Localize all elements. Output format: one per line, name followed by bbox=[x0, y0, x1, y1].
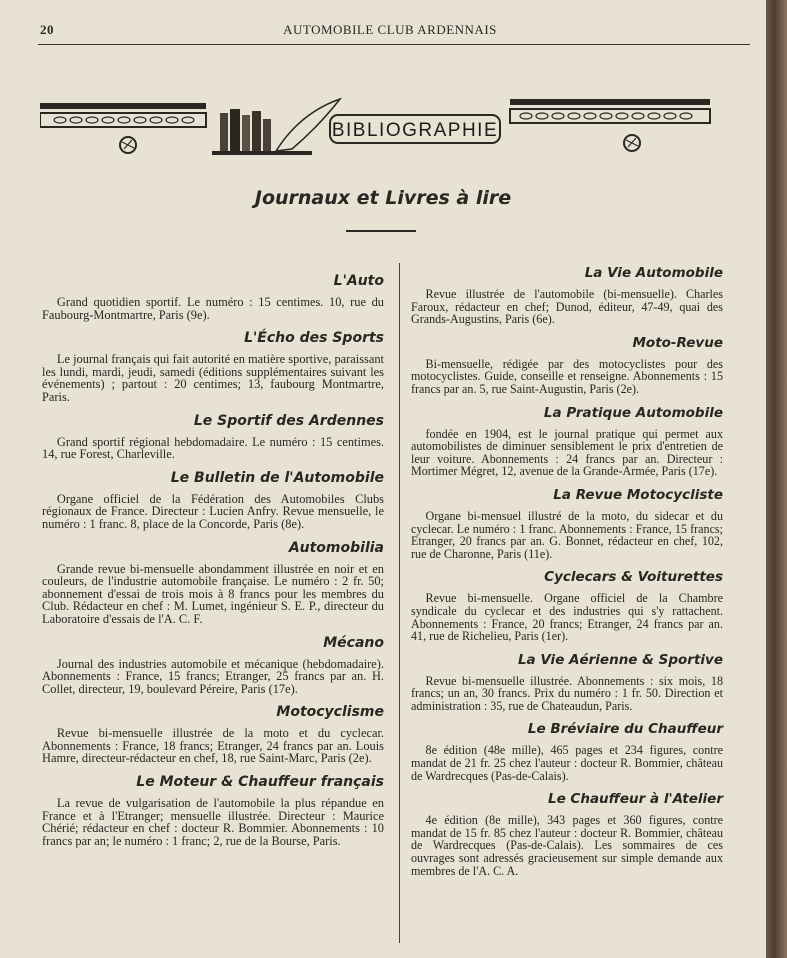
publication-title: La Pratique Automobile bbox=[543, 404, 723, 421]
right-column bbox=[399, 265, 723, 886]
publication-title: L'Écho des Sports bbox=[244, 330, 384, 347]
publication-title: Le Bréviaire du Chauffeur bbox=[527, 721, 723, 738]
list-item bbox=[399, 721, 723, 782]
banner-left-ornament bbox=[40, 103, 206, 153]
publication-title: Le Chauffeur à l'Atelier bbox=[547, 791, 723, 808]
publication-description: Bi-mensuelle, rédigée par des motocyclistes pour des motocyclistes. Guide, conseille et renseigne. Abonnements : 15 francs par an. 5, rue Saint-Augustin, Paris (2e). bbox=[411, 356, 723, 396]
publication-description: 8e édition (48e mille), 465 pages et 234 figures, contre mandat de 21 fr. 25 chez l'auteur : docteur R. Bommier, château de Wardrecques (Pas-de-Calais). bbox=[411, 743, 723, 783]
bibliographie-banner bbox=[40, 93, 712, 163]
title-rule bbox=[346, 230, 416, 232]
publication-description: Revue illustrée de l'automobile (bi-mensuelle). Charles Faroux, rédacteur en chef; Dunod, éditeur, 47-49, quai des Grands-Augustins, Paris (6e). bbox=[411, 287, 723, 327]
publication-title: La Revue Motocycliste bbox=[553, 486, 723, 503]
publication-description: 4e édition (8e mille), 343 pages et 360 figures, contre mandat de 15 fr. 85 chez l'auteur : docteur R. Bommier, château de Wardrecques (Pas-de-Calais). Les sommaires de ces ouvrages sont adressés gracieusement sur simple demande aux membres de l'A. C. A. bbox=[411, 813, 723, 878]
left-column bbox=[42, 273, 384, 856]
list-item bbox=[399, 791, 723, 877]
publication-title: Le Bulletin de l'Automobile bbox=[170, 469, 384, 486]
books-and-quill-icon bbox=[212, 99, 340, 155]
publication-title: Automobilia bbox=[288, 539, 384, 556]
publication-description: fondée en 1904, est le journal pratique qui permet aux automobilistes de diminuer sensiblement le prix d'entretien de leur voiture. Abonnements : 24 francs par an. Directeur : Mortimer Mégret, 12, avenue de la Grande-Armée, Paris (17e). bbox=[411, 426, 723, 479]
publication-description: Grande revue bi-mensuelle abondamment illustrée en noir et en couleurs, de l'industrie automobile française. Le numéro : 2 fr. 50; abonnement d'essai de trois mois à 8 francs pour les membres du Club. Rédacteur en chef : M. Lumet, ingénieur S. E. P., directeur du Laboratoire d'essais de l'A. C. F. bbox=[42, 561, 384, 626]
list-item bbox=[42, 470, 384, 531]
publication-title: Le Sportif des Ardennes bbox=[193, 412, 384, 429]
list-item bbox=[399, 265, 723, 326]
list-item bbox=[42, 635, 384, 696]
publication-title: L'Auto bbox=[333, 273, 384, 289]
publication-title: Cyclecars & Voiturettes bbox=[544, 569, 723, 586]
publication-description: Revue bi-mensuelle illustrée. Abonnements : six mois, 18 francs; un an, 30 francs. Prix du numéro : 1 fr. 50. Direction et administration : 35, rue de Chateaudun, Paris. bbox=[411, 673, 723, 713]
publication-title: Le Moteur & Chauffeur français bbox=[136, 774, 384, 791]
list-item bbox=[399, 487, 723, 560]
publication-title: Mécano bbox=[323, 634, 384, 651]
page-title: Journaux et Livres à lire bbox=[254, 187, 512, 209]
banner-label: BIBLIOGRAPHIE bbox=[331, 120, 499, 141]
page-number: 20 bbox=[40, 22, 54, 37]
publication-title: Motocyclisme bbox=[276, 704, 384, 721]
header-rule bbox=[38, 44, 750, 45]
list-item bbox=[42, 704, 384, 765]
publication-description: Le journal français qui fait autorité en matière sportive, paraissant les lundi, mardi, jeudi, samedi (éditions supplémentaires suivant les événements) ; partout : 20 centimes; 13, faubourg Montmartre, Paris. bbox=[42, 352, 384, 404]
page-header bbox=[40, 22, 740, 40]
list-item bbox=[399, 569, 723, 642]
list-item bbox=[42, 774, 384, 847]
publication-title: Moto-Revue bbox=[632, 334, 723, 351]
list-item bbox=[399, 405, 723, 478]
list-item bbox=[42, 540, 384, 626]
publication-description: Revue bi-mensuelle illustrée de la moto et du cyclecar. Abonnements : France, 18 francs; Etranger, 24 francs par an. Louis Hamre, directeur-rédacteur en chef, 18, rue Saint-Marc, Paris (2e). bbox=[42, 726, 384, 766]
banner-label-frame bbox=[330, 115, 500, 143]
list-item bbox=[399, 335, 723, 396]
publication-description: Grand sportif régional hebdomadaire. Le numéro : 15 centimes. 14, rue Forest, Charleville. bbox=[42, 434, 384, 462]
book-binding-edge bbox=[766, 0, 787, 958]
list-item bbox=[42, 413, 384, 461]
publication-title: La Vie Automobile bbox=[584, 265, 723, 281]
publication-description: La revue de vulgarisation de l'automobile la plus répandue en France et à l'Etranger; mensuelle illustrée. Directeur : Maurice Chérié; rédacteur en chef : docteur R. Bommier. Abonnements : 10 francs par an; le numéro : 1 franc; 2, rue de la Bourse, Paris. bbox=[42, 796, 384, 848]
publication-description: Revue bi-mensuelle. Organe officiel de la Chambre syndicale du cyclecar et des industries qui s'y rattachent. Abonnements : France, 20 francs; Etranger, 24 francs par an. 41, rue de Richelieu, Paris (1er). bbox=[411, 591, 723, 644]
running-title: AUTOMOBILE CLUB ARDENNAIS bbox=[283, 22, 497, 37]
list-item bbox=[399, 652, 723, 713]
publication-description: Organe bi-mensuel illustré de la moto, du sidecar et du cyclecar. Le numéro : 1 franc. Abonnements : France, 15 francs; Etranger, 20 francs par an. G. Bonnet, rédacteur en chef, 102, rue de Charonne, Paris (11e). bbox=[411, 508, 723, 561]
publication-description: Journal des industries automobile et mécanique (hebdomadaire). Abonnements : France, 15 francs; Etranger, 25 francs par an. H. Collet, directeur, 19, boulevard Péreire, Paris (17e). bbox=[42, 656, 384, 696]
list-item bbox=[42, 273, 384, 321]
publication-description: Organe officiel de la Fédération des Automobiles Clubs régionaux de France. Directeur : Lucien Anfry. Revue mensuelle, le numéro : 1 franc. 8, place de la Concorde, Paris (8e). bbox=[42, 491, 384, 531]
banner-right-ornament bbox=[510, 99, 710, 151]
publication-title: La Vie Aérienne & Sportive bbox=[517, 651, 723, 668]
list-item bbox=[42, 330, 384, 403]
publication-description: Grand quotidien sportif. Le numéro : 15 centimes. 10, rue du Faubourg-Montmartre, Paris (9e). bbox=[42, 295, 384, 322]
